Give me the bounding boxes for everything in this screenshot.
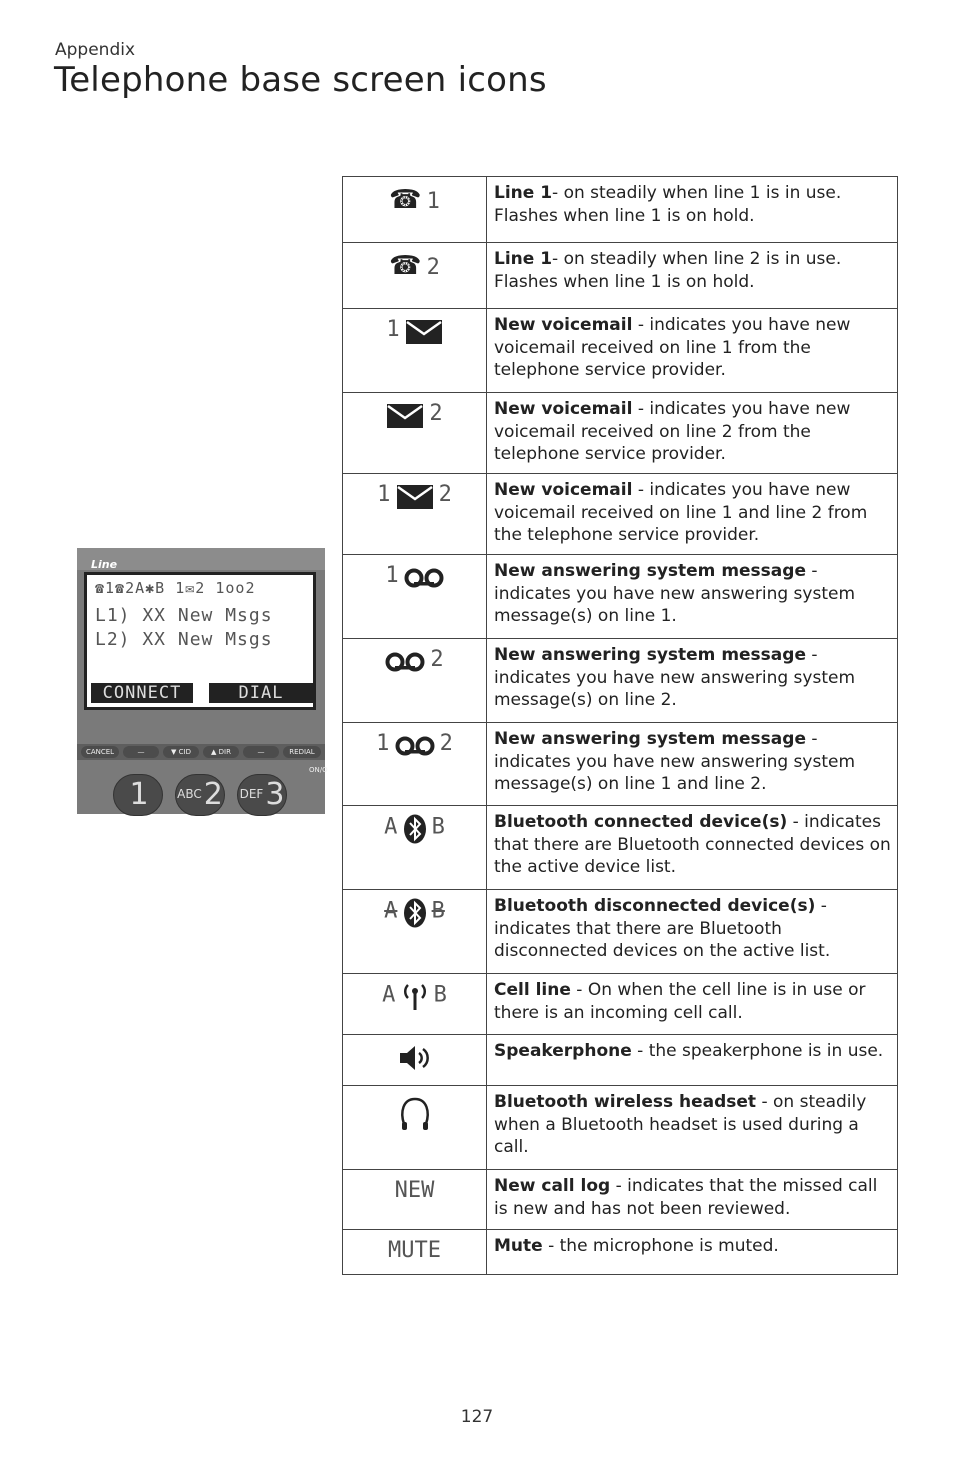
description: - indicates you have new voicemail received on line 2 from the telephone service provider. xyxy=(494,399,851,464)
speakerphone-icon xyxy=(398,1043,432,1073)
answering-machine-icon xyxy=(395,735,435,757)
lcd-line-2: L2) XX New Msgs xyxy=(95,629,273,650)
term: Mute xyxy=(494,1236,543,1256)
line-number: 2 xyxy=(430,647,444,672)
term: Cell line xyxy=(494,980,571,1000)
description: - indicates you have new voicemail received on line 1 and line 2 from the telephone service provider. xyxy=(494,480,868,545)
keypad-key-3: $^{DEF}$3 xyxy=(237,774,287,816)
description-2: Flashes when line 1 is on hold. xyxy=(494,271,755,292)
cancel-key: CANCEL xyxy=(81,746,119,758)
headset-icon xyxy=(399,1096,431,1132)
bluetooth-icon xyxy=(403,898,427,928)
term: New voicemail xyxy=(494,315,633,335)
description: - indicates you have new answering system message(s) on line 2. xyxy=(494,645,856,710)
device-a-label: A xyxy=(382,982,396,1008)
phone-lcd-screen xyxy=(84,572,316,710)
line-number: 2 xyxy=(438,482,452,507)
device-a-label: A xyxy=(384,814,398,840)
table-row xyxy=(343,1230,898,1275)
answering-machine-icon xyxy=(385,651,425,673)
phone-icon: ☎ xyxy=(389,185,422,215)
page-number: 127 xyxy=(460,1407,494,1427)
line-number: 2 xyxy=(439,731,453,756)
term: New call log xyxy=(494,1176,611,1196)
description: - on steadily when line 1 is in use. xyxy=(552,183,842,203)
line-number: 2 xyxy=(429,401,443,426)
icon-table xyxy=(342,176,898,1275)
mute-indicator-icon: MUTE xyxy=(388,1238,441,1263)
description: - on steadily when line 2 is in use. xyxy=(552,249,842,269)
table-row xyxy=(343,555,898,639)
term: Bluetooth connected device(s) xyxy=(494,812,788,832)
term: New voicemail xyxy=(494,399,633,419)
device-a-label: A xyxy=(384,898,398,924)
section-label: Appendix xyxy=(55,40,136,60)
lcd-line-1: L1) XX New Msgs xyxy=(95,605,273,626)
phone-icon: ☎ xyxy=(389,251,422,281)
softkey-dial: DIAL xyxy=(209,683,313,703)
cell-signal-icon xyxy=(401,982,429,1012)
term: New voicemail xyxy=(494,480,633,500)
term: New answering system message xyxy=(494,729,806,749)
phone-brand: Line xyxy=(91,558,118,571)
term: Bluetooth wireless headset xyxy=(494,1092,757,1112)
term: New answering system message xyxy=(494,645,806,665)
left-softkey: — xyxy=(123,746,159,758)
line-number: 1 xyxy=(376,731,390,756)
table-row xyxy=(343,974,898,1035)
icon-cell xyxy=(343,177,487,243)
line-number: 1 xyxy=(426,189,440,214)
description: - indicates that the missed call is new and has not been reviewed. xyxy=(494,1176,878,1219)
description: - the speakerphone is in use. xyxy=(631,1041,884,1061)
page-title: Telephone base screen icons xyxy=(54,60,547,100)
device-b-label: B xyxy=(431,898,445,924)
table-row xyxy=(343,309,898,393)
answering-machine-icon xyxy=(404,567,444,589)
table-row xyxy=(343,890,898,974)
term: Line 1 xyxy=(494,183,553,203)
line-number: 1 xyxy=(386,317,400,342)
envelope-icon xyxy=(386,403,424,429)
line-number: 2 xyxy=(426,255,440,280)
description-2: Flashes when line 1 is on hold. xyxy=(494,205,755,226)
description: - on steadily when a Bluetooth headset is used during a call. xyxy=(494,1092,867,1157)
term: Speakerphone xyxy=(494,1041,632,1061)
description: - indicates you have new answering system message(s) on line 1. xyxy=(494,561,856,626)
line-number: 1 xyxy=(377,482,391,507)
device-b-label: B xyxy=(431,814,445,840)
term: Line 1 xyxy=(494,249,553,269)
redial-key: REDIAL xyxy=(283,746,321,758)
right-softkey: — xyxy=(243,746,279,758)
description: - indicates you have new voicemail received on line 1 from the telephone service provider. xyxy=(494,315,851,380)
line-number: 1 xyxy=(385,563,399,588)
term: New answering system message xyxy=(494,561,806,581)
phone-top-bezel xyxy=(77,548,325,570)
table-row xyxy=(343,1170,898,1230)
device-b-label: B xyxy=(433,982,447,1008)
new-indicator-icon: NEW xyxy=(394,1178,435,1203)
table-row xyxy=(343,639,898,723)
phone-function-keys xyxy=(77,744,325,760)
term: Bluetooth disconnected device(s) xyxy=(494,896,816,916)
envelope-icon xyxy=(405,319,443,345)
table-row xyxy=(343,243,898,309)
keypad-key-2: $^{ABC}$2 xyxy=(175,774,225,816)
table-row xyxy=(343,1086,898,1170)
on-off-label: ON/O xyxy=(309,766,328,774)
envelope-icon xyxy=(396,484,434,510)
table-row xyxy=(343,723,898,806)
description: - indicates that there are Bluetooth connected devices on the active device list. xyxy=(494,812,891,877)
description: - the microphone is muted. xyxy=(542,1236,779,1256)
phone-base-image xyxy=(77,548,328,814)
table-row xyxy=(343,806,898,890)
description-cell xyxy=(487,177,898,243)
dir-key: ▲ DIR xyxy=(203,746,239,758)
description: - On when the cell line is in use or there is an incoming cell call. xyxy=(494,980,866,1023)
table-row xyxy=(343,393,898,474)
table-row xyxy=(343,474,898,555)
keypad-key-1: 1 xyxy=(113,774,163,816)
description: - indicates you have new answering system message(s) on line 1 and line 2. xyxy=(494,729,856,794)
lcd-status-icons: ☎1☎2A✱B 1✉2 1oo2 xyxy=(95,579,256,597)
softkey-connect: CONNECT xyxy=(91,683,193,703)
description: - indicates that there are Bluetooth disconnected devices on the active list. xyxy=(494,896,831,961)
table-row xyxy=(343,1035,898,1086)
bluetooth-icon xyxy=(403,814,427,844)
cid-key: ▼ CID xyxy=(163,746,199,758)
table-row xyxy=(343,177,898,243)
